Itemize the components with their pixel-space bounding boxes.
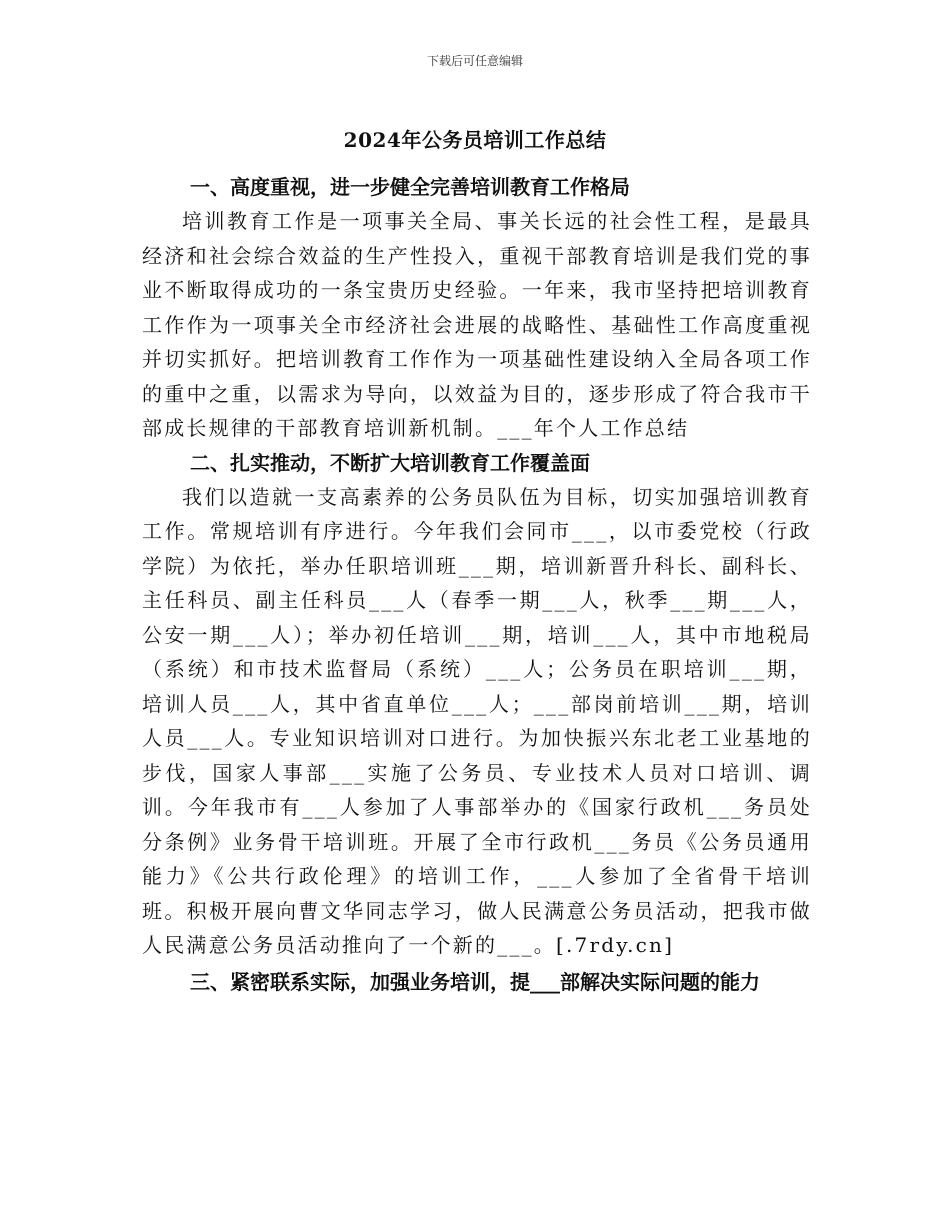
document-body <box>142 170 812 999</box>
section-paragraph-2: 我们以造就一支高素养的公务员队伍为目标，切实加强培训教育工作。常规培训有序进行。今年我们会同市___，以市委党校（行政学院）为依托，举办任职培训班___期，培训新晋升科长、副科长、主任科员、副主任科员___人（春季一期___人，秋季___期___人，公安一期___人）；举办初任培训___期，培训___人，其中市地税局（系统）和市技术监督局（系统）___人；公务员在职培训___期，培训人员___人，其中省直单位___人；___部岗前培训___期，培训人员___人。专业知识培训对口进行。为加快振兴东北老工业基地的步伐，国家人事部___实施了公务员、专业技术人员对口培训、调训。今年我市有___人参加了人事部举办的《国家行政机___务员处分条例》业务骨干培训班。开展了全市行政机___务员《公务员通用能力》《公共行政伦理》的培训工作，___人参加了全省骨干培训班。积极开展向曹文华同志学习，做人民满意公务员活动，把我市做人民满意公务员活动推向了一个新的___。[.7rdy.cn] <box>142 484 812 957</box>
section-heading-2: 二、扎实推动，不断扩大培训教育工作覆盖面 <box>190 450 590 475</box>
section-paragraph-1: 培训教育工作是一项事关全局、事关长远的社会性工程，是最具经济和社会综合效益的生产性投入，重视干部教育培训是我们党的事业不断取得成功的一条宝贵历史经验。一年来，我市坚持把培训教育工作作为一项事关全市经济社会进展的战略性、基础性工作高度重视并切实抓好。把培训教育工作作为一项基础性建设纳入全局各项工作的重中之重，以需求为导向，以效益为目的，逐步形成了符合我市干部成长规律的干部教育培训新机制。___年个人工作总结 <box>142 209 812 440</box>
section-heading-1: 一、高度重视，进一步健全完善培训教育工作格局 <box>190 175 630 199</box>
header-note: 下载后可任意编辑 <box>426 54 523 68</box>
section-heading-3: 三、紧密联系实际，加强业务培训，提___部解决实际问题的能力 <box>190 969 760 994</box>
document-title: 2024年公务员培训工作总结 <box>343 128 607 152</box>
